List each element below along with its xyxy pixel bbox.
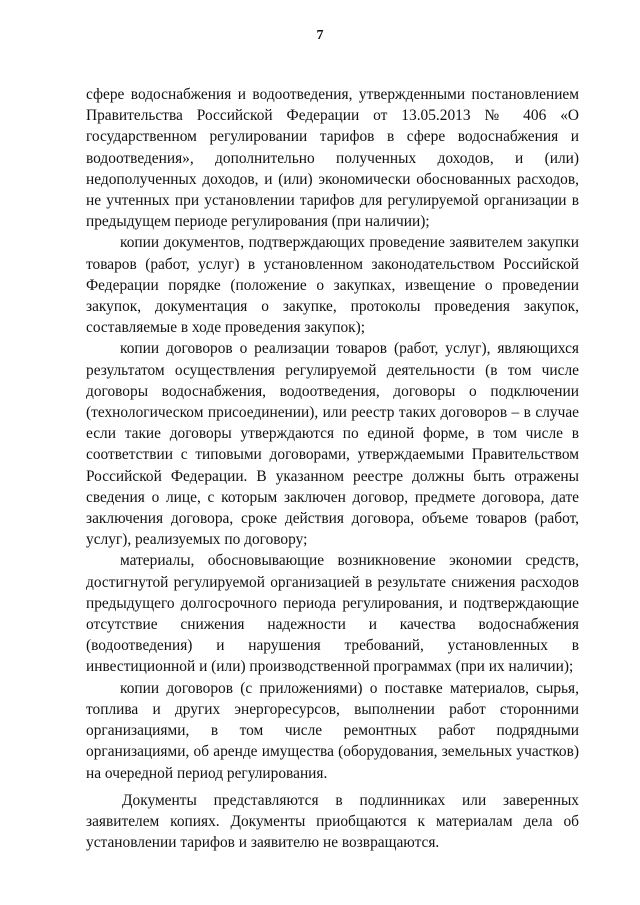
paragraph-continuation: сфере водоснабжения и водоотведения, утвержденными постановлением Правительства Российской Федерации от 13.05.2013 № 406 «О государственном регулировании тарифов в сфере водоснабжения и водоотведения», дополнительно полученных доходов, и (или) недополученных доходов, и (или) экономически обоснованных расходов, не учтенных при установлении тарифов для регулируемой организации в предыдущем периоде регулирования (при наличии); <box>86 86 579 231</box>
paragraph-savings-materials: материалы, обосновывающие возникновение экономии средств, достигнутой регулируемой организацией в результате снижения расходов предыдущего долгосрочного периода регулирования, и подтверждающие отсутствие снижения надежности и качества водоснабжения (водоотведения) и нарушения требований, установленных в инвестиционной и (или) производственной программах (при их наличии); <box>86 552 579 676</box>
paragraph-supply-contracts: копии договоров (с приложениями) о поставке материалов, сырья, топлива и других энергоресурсов, выполнении работ сторонними организациями, в том числе ремонтных работ подрядными организациями, об аренде имущества (оборудования, земельных участков) на очередной период регулирования. <box>86 679 579 782</box>
paragraph-procurement-documents: копии документов, подтверждающих проведение заявителем закупки товаров (работ, услуг) в установленном законодательством Российской Федерации порядке (положение о закупках, извещение о проведении закупок, документация о закупке, протоколы проведения закупок, составляемые в ходе проведения закупок); <box>86 234 579 337</box>
page-number: 7 <box>316 28 324 43</box>
paragraph-sales-contracts: копии договоров о реализации товаров (работ, услуг), являющихся результатом осуществления регулируемой деятельности (в том числе договоры водоснабжения, водоотведения, договоры о подключении (технологическом присоединении), или реестр таких договоров – в случае если такие договоры утверждаются по единой форме, в том числе в соответствии с типовыми договорами, утверждаемыми Правительством Российской Федерации. В указанном реестре должны быть отражены сведения о лице, с которым заключен договор, предмете договора, дате заключения договора, сроке действия договора, объеме товаров (работ, услуг), реализуемых по договору; <box>86 340 579 549</box>
document-body <box>86 84 579 853</box>
paragraph-submission-rules: Документы представляются в подлинниках или заверенных заявителем копиях. Документы приобщаются к материалам дела об установлении тарифов и заявителю не возвращаются. <box>86 791 579 852</box>
